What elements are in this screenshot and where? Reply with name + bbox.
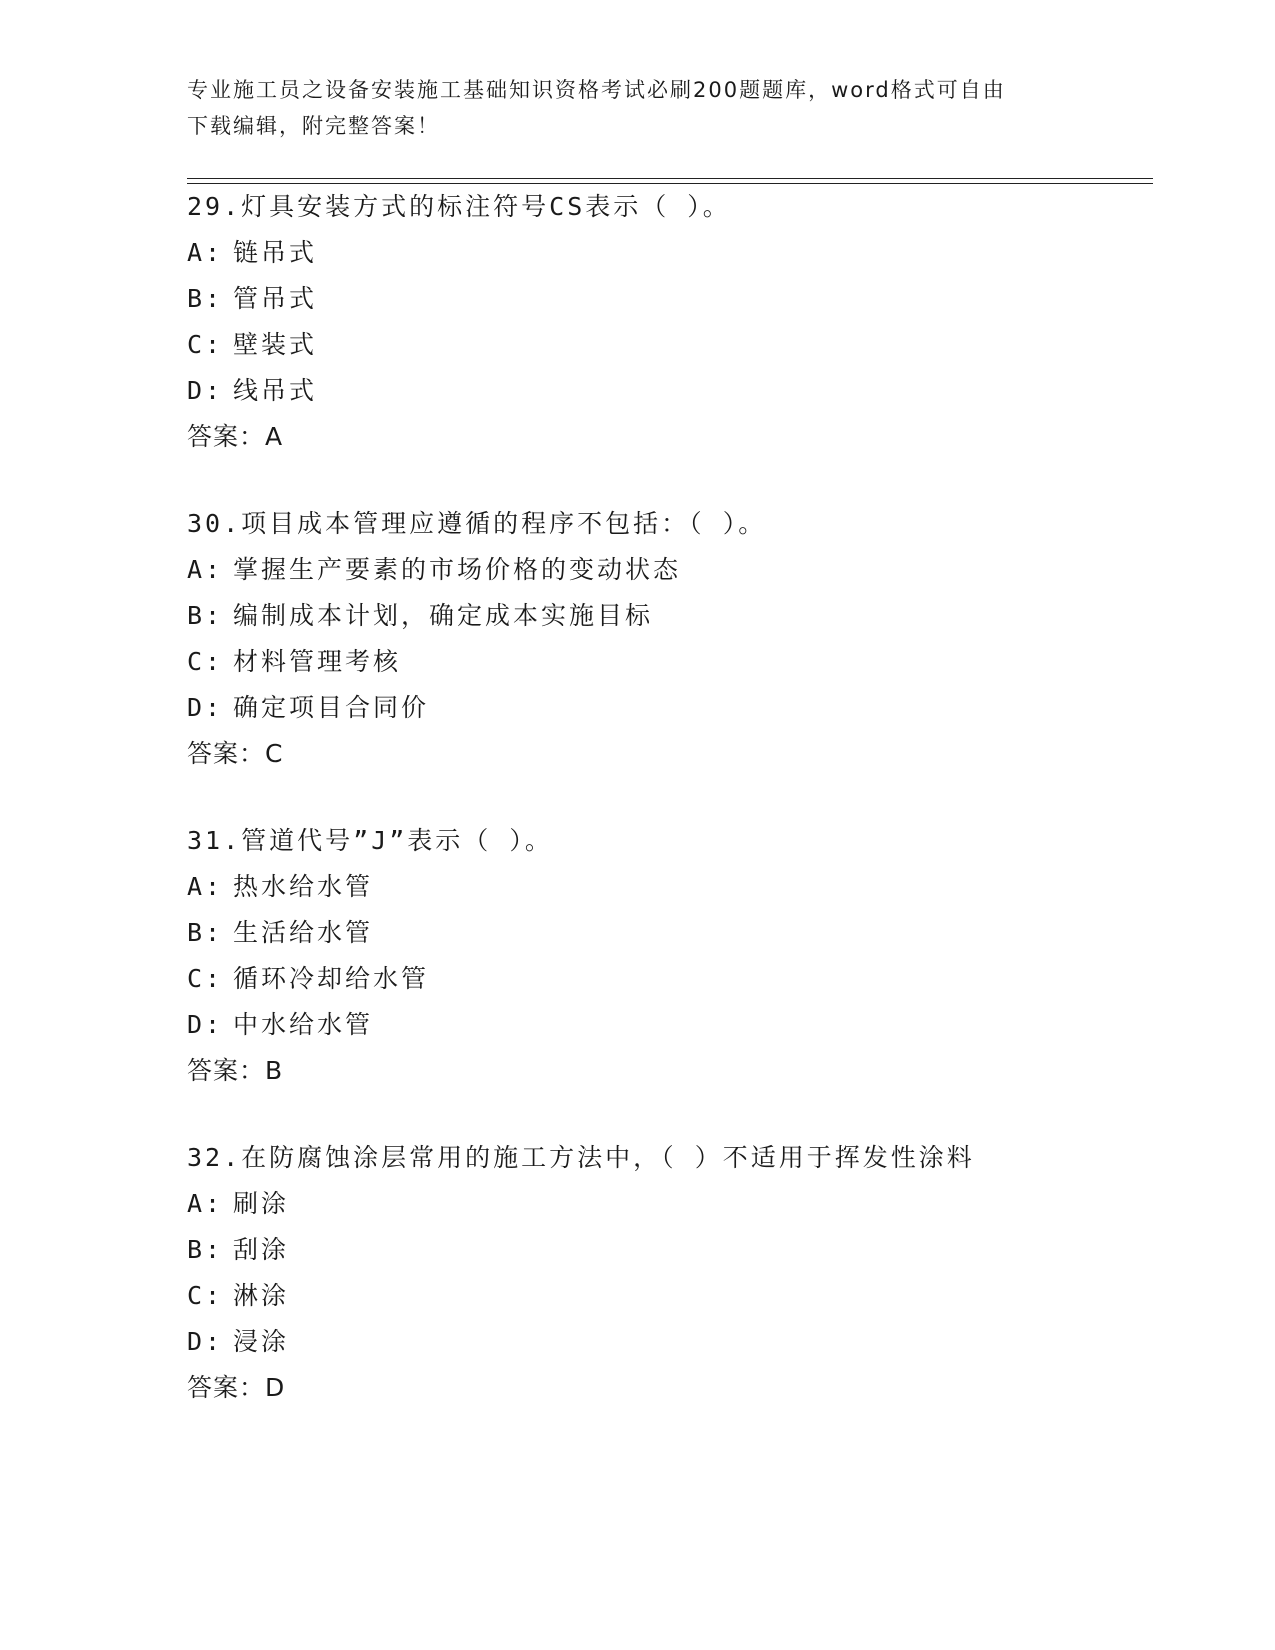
option-key: B: [187,284,224,313]
option-text: 管吊式 [233,284,318,313]
answer: 答案：B [187,1056,284,1085]
question-stem: 31.管道代号”J”表示（ ）。 [187,826,553,855]
option-d [187,368,1153,414]
option-text: 链吊式 [233,238,318,267]
option-c [187,956,1153,1002]
question-stem: 32.在防腐蚀涂层常用的施工方法中，（ ）不适用于挥发性涂料 [187,1143,975,1172]
option-key: B: [187,601,224,630]
option-key: B: [187,1235,224,1264]
option-b [187,1227,1153,1273]
document-header [187,72,1087,144]
answer: 答案：C [187,739,284,768]
option-text: 刮涂 [233,1235,290,1264]
option-a [187,230,1153,276]
option-c [187,1273,1153,1319]
option-key: A: [187,238,224,267]
option-text: 循环冷却给水管 [233,964,430,993]
question-29 [187,184,1153,460]
question-31 [187,818,1153,1094]
option-key: C: [187,330,224,359]
option-a [187,1181,1153,1227]
option-key: C: [187,647,224,676]
option-d [187,685,1153,731]
option-text: 壁装式 [233,330,318,359]
header-divider-top [187,178,1153,179]
option-key: A: [187,872,224,901]
option-text: 淋涂 [233,1281,290,1310]
option-key: B: [187,918,224,947]
option-key: D: [187,1010,224,1039]
option-b [187,593,1153,639]
option-a [187,864,1153,910]
option-a [187,547,1153,593]
answer: 答案：A [187,422,284,451]
option-text: 中水给水管 [233,1010,374,1039]
option-d [187,1002,1153,1048]
header-line-1: 专业施工员之设备安装施工基础知识资格考试必刷200题题库，word格式可自由 [187,78,1006,102]
option-c [187,639,1153,685]
option-text: 编制成本计划，确定成本实施目标 [233,601,654,630]
option-b [187,276,1153,322]
answer: 答案：D [187,1373,286,1402]
option-key: D: [187,1327,224,1356]
option-d [187,1319,1153,1365]
option-text: 材料管理考核 [233,647,402,676]
option-text: 热水给水管 [233,872,374,901]
option-text: 刷涂 [233,1189,290,1218]
option-key: C: [187,1281,224,1310]
option-text: 掌握生产要素的市场价格的变动状态 [233,555,682,584]
question-30 [187,501,1153,777]
option-key: D: [187,376,224,405]
question-stem: 30.项目成本管理应遵循的程序不包括：（ ）。 [187,509,767,538]
question-stem: 29.灯具安装方式的标注符号CS表示（ ）。 [187,192,731,221]
question-32 [187,1135,1153,1411]
option-key: A: [187,555,224,584]
option-text: 确定项目合同价 [233,693,430,722]
header-line-2: 下载编辑，附完整答案！ [187,114,440,138]
option-key: D: [187,693,224,722]
option-text: 生活给水管 [233,918,374,947]
option-text: 浸涂 [233,1327,290,1356]
option-key: C: [187,964,224,993]
option-b [187,910,1153,956]
option-text: 线吊式 [233,376,318,405]
option-key: A: [187,1189,224,1218]
option-c [187,322,1153,368]
